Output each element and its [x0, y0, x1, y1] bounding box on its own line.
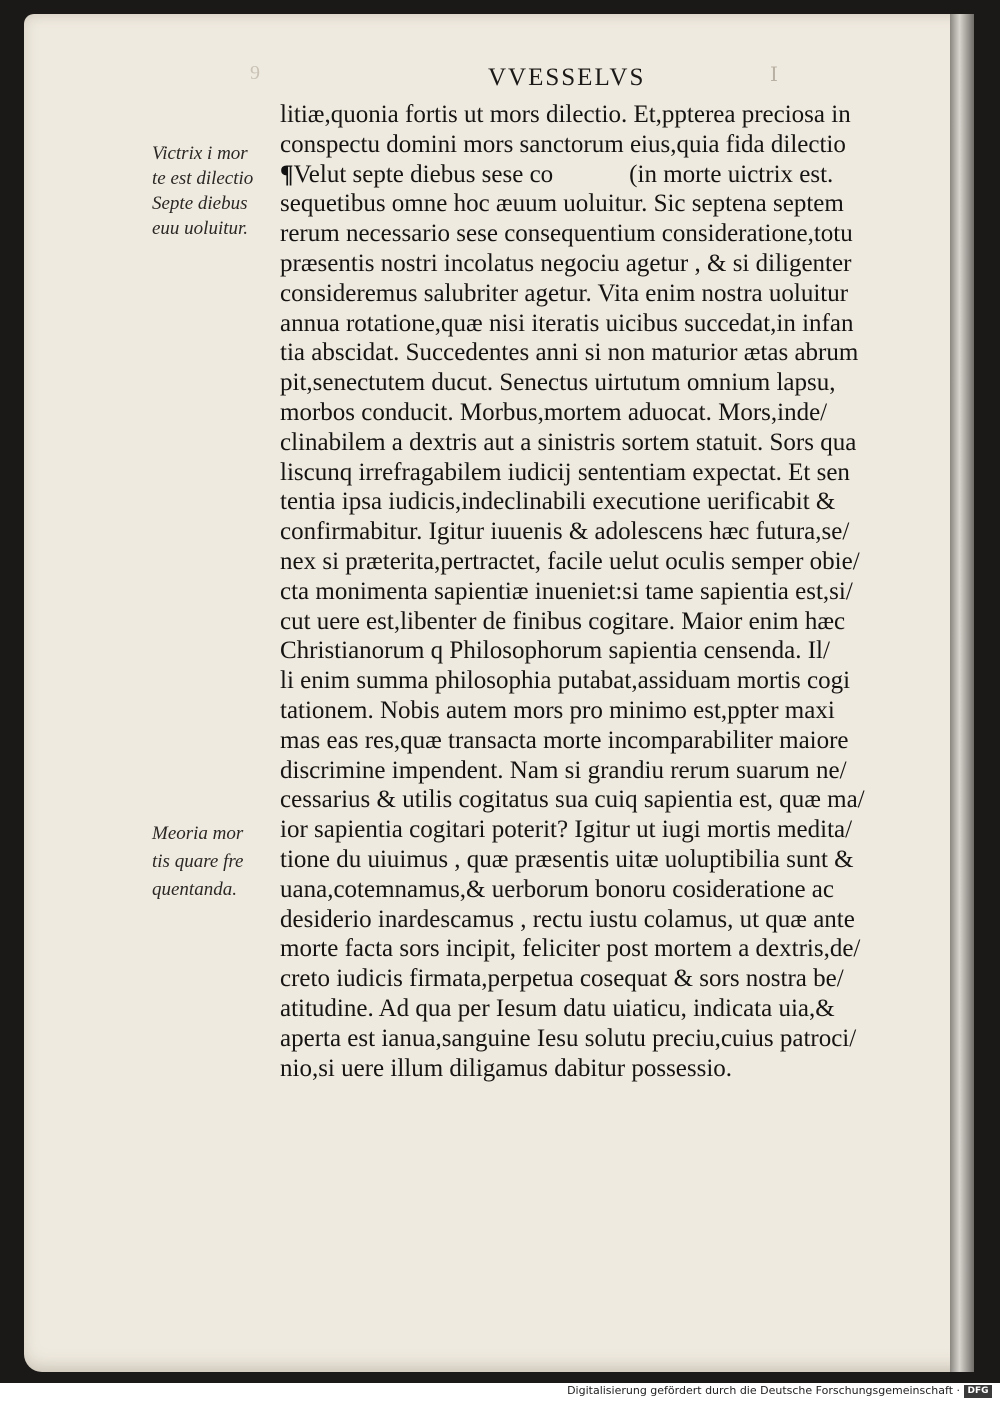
- text-line: li enim summa philosophia putabat,assiduam mortis cogi: [280, 667, 851, 695]
- footer-bar: [0, 1383, 1000, 1401]
- margin-note-line: euu uoluitur.: [152, 218, 249, 239]
- text-line: annua rotatione,quæ nisi iteratis uicibus succedat,in infan: [280, 309, 854, 337]
- margin-note-line: tis quare fre: [152, 851, 244, 872]
- text-line: præsentis nostri incolatus negociu agetur , & si diligenter: [280, 249, 852, 277]
- text-line: litiæ,quonia fortis ut mors dilectio. Et,ppterea preciosa in: [280, 101, 851, 128]
- text-line: morbos conducit. Morbus,mortem aduocat. Mors,inde/: [280, 398, 828, 426]
- text-line: aperta est ianua,sanguine Iesu solutu preciu,cuius patroci/: [280, 1024, 857, 1052]
- text-line: sequetibus omne hoc æuum uoluitur. Sic septena septem: [280, 190, 844, 218]
- margin-note-line: Septe diebus: [152, 193, 248, 214]
- text-line: nio,si uere illum diligamus dabitur possessio.: [280, 1054, 733, 1082]
- show-through-letter: I: [770, 62, 778, 86]
- margin-note-line: te est dilectio: [152, 168, 254, 189]
- text-line: ior sapientia cogitari poterit? Igitur ut iugi mortis medita/: [280, 816, 853, 844]
- text-line: liscunq irrefragabilem iudicij sententiam expectat. Et sen: [280, 458, 850, 486]
- text-line-with-pilcrow: [280, 160, 950, 190]
- text-line: cessarius & utilis cogitatus sua cuiq sapientia est, quæ ma/: [280, 786, 865, 814]
- dfg-logo-icon: DFG: [964, 1385, 992, 1398]
- pilcrow-icon: ¶: [280, 160, 294, 188]
- text-line: desiderio inardescamus , rectu iustu colamus, ut quæ ante: [280, 905, 855, 933]
- text-segment: Velut septe diebus sese co: [293, 160, 554, 188]
- running-head: VVESSELVS: [488, 64, 646, 91]
- text-line: tia abscidat. Succedentes anni si non maturior ætas abrum: [280, 339, 859, 367]
- page-header: [0, 60, 1000, 100]
- text-line: atitudine. Ad qua per Iesum datu uiaticu, indicata uia,&: [280, 994, 835, 1022]
- text-line: mas eas res,quæ transacta morte incomparabiliter maiore: [280, 726, 849, 754]
- text-line: uana,cotemnamus,& uerborum bonoru cosideratione ac: [280, 875, 834, 903]
- text-line: Christianorum q Philosophorum sapientia censenda. Il/: [280, 637, 830, 665]
- text-line: tentia ipsa iudicis,indeclinabili executione uerificabit &: [280, 488, 836, 516]
- text-line: cta monimenta sapientiæ inueniet:si tame sapientia est,si/: [280, 577, 853, 605]
- text-line: confirmabitur. Igitur iuuenis & adolescens hæc futura,se/: [280, 518, 850, 546]
- page-number: 9: [250, 62, 260, 84]
- text-segment: (in morte uictrix est.: [629, 160, 834, 188]
- margin-note-line: Meoria mor: [152, 823, 244, 844]
- text-line: discrimine impendent. Nam si grandiu rerum suarum ne/: [280, 756, 847, 784]
- margin-note-line: quentanda.: [152, 879, 237, 900]
- text-line: pit,senectutem ducut. Senectus uirtutum omnium lapsu,: [280, 369, 836, 397]
- text-line: rerum necessario sese consequentium consideratione,totu: [280, 220, 853, 248]
- digitization-credit: Digitalisierung gefördert durch die Deutsche Forschungsgemeinschaft ·: [567, 1384, 960, 1397]
- text-line: tione du uiuimus , quæ præsentis uitæ uoluptibilia sunt &: [280, 845, 854, 873]
- text-line: consideremus salubriter agetur. Vita enim nostra uoluitur: [280, 279, 849, 307]
- text-line: clinabilem a dextris aut a sinistris sortem statuit. Sors qua: [280, 428, 857, 456]
- text-line: morte facta sors incipit, feliciter post mortem a dextris,de/: [280, 935, 861, 963]
- body-text: [280, 100, 950, 1083]
- text-line: conspectu domini mors sanctorum eius,quia fida dilectio: [280, 130, 846, 158]
- text-line: nex si præterita,pertractet, facile uelut oculis semper obie/: [280, 547, 860, 575]
- page-edge: [950, 14, 974, 1372]
- text-line: cut uere est,libenter de finibus cogitare. Maior enim hæc: [280, 607, 846, 635]
- text-line: creto iudicis firmata,perpetua cosequat & sors nostra be/: [280, 965, 844, 993]
- margin-note-line: Victrix i mor: [152, 143, 248, 164]
- text-line: tationem. Nobis autem mors pro minimo est,ppter maxi: [280, 696, 835, 724]
